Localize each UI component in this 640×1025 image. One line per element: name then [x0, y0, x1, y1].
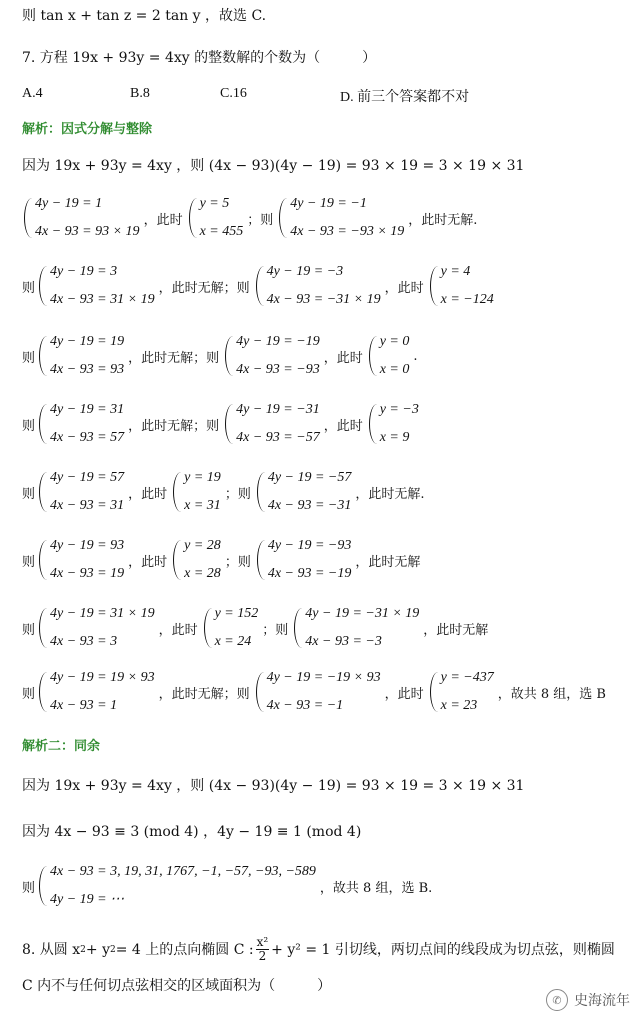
solution-2-system	[22, 864, 436, 908]
solution-1-intro: 因为 19x + 93y = 4xy ，则 (4x − 93)(4y − 19) = 93 × 19 = 3 × 19 × 31	[22, 158, 525, 174]
case-row	[22, 196, 481, 240]
system-c-line-1: 4y − 19 = −31 × 19	[305, 606, 420, 621]
connector-text-3: ，此时无解.	[355, 486, 425, 502]
q8-fraction	[256, 936, 270, 963]
system-b	[267, 670, 381, 714]
system-b-line-1: 4y − 19 = −19 × 93	[266, 670, 381, 685]
system-a-brace	[39, 608, 47, 648]
system-a-brace	[39, 672, 47, 712]
case-row	[22, 334, 422, 378]
connector-text-2: ；则	[262, 622, 289, 638]
q8-part-a: 8. 从圆 x	[22, 941, 81, 958]
system-c-line-1: y = 4	[440, 264, 471, 279]
system-a-brace	[39, 336, 47, 376]
connector-text-2: ；则	[247, 212, 274, 228]
system-c-line-2: 4x − 93 = −19	[267, 566, 352, 581]
system-eq-1: 4x − 93 = 3, 19, 31, 1767, −1, −57, −93, −589	[50, 864, 316, 879]
system-brace	[39, 866, 47, 906]
system-c-line-1: y = −437	[440, 670, 494, 685]
case-row	[22, 402, 419, 446]
system-c	[290, 196, 404, 240]
system-c-brace	[294, 608, 302, 648]
system-a-line-1: 4y − 19 = 31	[50, 402, 125, 417]
system-a	[50, 402, 124, 446]
system-equations	[50, 864, 316, 908]
system-a-line-1: 4y − 19 = 1	[35, 196, 103, 211]
congruence-line: 因为 4x − 93 ≡ 3 (mod 4) ，4y − 19 ≡ 1 (mod 4)	[22, 824, 362, 840]
system-b-line-2: 4x − 93 = −31 × 19	[266, 292, 381, 307]
system-a	[50, 538, 124, 582]
system-a-line-2: 4x − 93 = 19	[50, 566, 125, 581]
system-b-line-1: y = 28	[184, 538, 221, 553]
system-a	[50, 606, 155, 650]
system-a-brace	[39, 472, 47, 512]
system-a-line-2: 4x − 93 = 1	[50, 698, 118, 713]
system-b-brace	[256, 672, 264, 712]
q8-frac-den: 2	[258, 949, 267, 963]
connector-text-3: ，故共 8 组，选 B	[497, 686, 606, 702]
system-c	[441, 264, 494, 308]
connector-text-2: ，此时	[323, 350, 363, 366]
system-eq-2: 4y − 19 = ⋯	[50, 892, 125, 907]
connector-text-2: ；则	[224, 554, 251, 570]
row-prefix: 则	[22, 350, 36, 366]
row-prefix: 则	[22, 622, 36, 638]
system-c-line-2: x = 9	[379, 430, 410, 445]
row-prefix: 则	[22, 486, 36, 502]
system-c	[441, 670, 494, 714]
solution-1-heading: 解析：因式分解与整除	[22, 122, 153, 137]
system-a	[50, 264, 155, 308]
system-b	[200, 196, 244, 240]
system-c	[268, 538, 352, 582]
system-c-line-1: y = −3	[379, 402, 419, 417]
connector-text-1: ，此时无解；则	[158, 280, 250, 296]
option-a: A.4	[22, 86, 43, 101]
system-c-brace	[430, 266, 438, 306]
system-c	[305, 606, 419, 650]
system-b-brace	[189, 198, 197, 238]
system-a	[35, 196, 140, 240]
solution-2-intro: 因为 19x + 93y = 4xy ，则 (4x − 93)(4y − 19) = 93 × 19 = 3 × 19 × 31	[22, 778, 525, 794]
case-row	[22, 606, 492, 650]
system-c-line-1: 4y − 19 = −57	[267, 470, 352, 485]
system-c-line-2: x = 23	[440, 698, 478, 713]
connector-text-1: ，此时	[128, 554, 168, 570]
system-b-line-2: x = 28	[184, 566, 221, 581]
q8-part-c: = 4 上的点向椭圆 C :	[115, 941, 254, 958]
system-c-brace	[430, 672, 438, 712]
system-c-brace	[257, 540, 265, 580]
system-a	[50, 470, 124, 514]
system-c-line-1: 4y − 19 = −1	[290, 196, 367, 211]
system-a-line-2: 4x − 93 = 31	[50, 498, 125, 513]
option-b: B.8	[130, 86, 150, 101]
q8-part-b: + y	[85, 941, 110, 958]
system-c-brace	[369, 336, 377, 376]
system-b-brace	[173, 472, 181, 512]
system-b-line-1: 4y − 19 = −19	[236, 334, 320, 349]
system-a-brace	[39, 540, 47, 580]
system-a-line-1: 4y − 19 = 19	[50, 334, 125, 349]
system-b-line-1: y = 152	[214, 606, 259, 621]
system-a-line-1: 4y − 19 = 57	[50, 470, 125, 485]
system-b-brace	[225, 404, 233, 444]
option-d: D. 前三个答案都不对	[340, 90, 470, 105]
system-b-line-2: x = 31	[184, 498, 221, 513]
system-b-brace	[204, 608, 212, 648]
system-c-line-2: 4x − 93 = −93 × 19	[290, 224, 405, 239]
case-row	[22, 470, 429, 514]
connector-text-1: ，此时无解；则	[128, 350, 220, 366]
system-c	[380, 334, 410, 378]
connector-text-2: ，此时	[384, 686, 424, 702]
system-b	[215, 606, 259, 650]
system-b	[236, 334, 320, 378]
connector-text-2: ，此时	[323, 418, 363, 434]
system-b	[184, 538, 221, 582]
system-a-brace	[39, 404, 47, 444]
system-c-line-2: x = −124	[440, 292, 494, 307]
system-b-brace	[173, 540, 181, 580]
system-c-line-2: 4x − 93 = −31	[267, 498, 352, 513]
connector-text-1: ，此时	[128, 486, 168, 502]
question-8-line-1: 8. 从圆 x 2 + y 2 = 4 上的点向椭圆 C : $\frac{\text{x²}}{2}$ + y² = 1 引切线，两切点间的线段成为切点弦，则椭圆	[22, 935, 615, 963]
system-a	[50, 670, 155, 714]
connector-text-3: .	[413, 348, 418, 364]
system-a-line-1: 4y − 19 = 93	[50, 538, 125, 553]
wechat-icon: ✆	[546, 989, 568, 1011]
question-8-line-2: C 内不与任何切点弦相交的区域面积为（ ）	[22, 978, 332, 994]
system-c	[380, 402, 419, 446]
system-a-line-1: 4y − 19 = 3	[50, 264, 118, 279]
system-b-line-1: 4y − 19 = −31	[236, 402, 320, 417]
system-c-brace	[257, 472, 265, 512]
watermark-text: 史海流年	[574, 993, 630, 1009]
system-b-line-1: y = 5	[199, 196, 230, 211]
system-b-line-1: y = 19	[184, 470, 221, 485]
system-a	[50, 334, 124, 378]
system-b	[267, 264, 381, 308]
system-a-brace	[24, 198, 32, 238]
system-b	[184, 470, 221, 514]
system-c-line-1: y = 0	[379, 334, 410, 349]
question-7-stem: 7. 方程 19x + 93y = 4xy 的整数解的个数为（ ）	[22, 50, 377, 66]
system-b-brace	[256, 266, 264, 306]
system-b	[236, 402, 320, 446]
row-prefix: 则	[22, 280, 36, 296]
system-a-line-2: 4x − 93 = 57	[50, 430, 125, 445]
q8-frac-num: x²	[256, 935, 269, 949]
connector-text-1: ，此时	[143, 212, 183, 228]
case-row	[22, 264, 494, 308]
system-a-line-2: 4x − 93 = 93	[50, 362, 125, 377]
system-c-line-2: x = 0	[379, 362, 410, 377]
row-prefix: 则	[22, 686, 36, 702]
system-c-brace	[369, 404, 377, 444]
system-a-line-2: 4x − 93 = 31 × 19	[50, 292, 155, 307]
case-row	[22, 670, 610, 714]
system-a-line-2: 4x − 93 = 93 × 19	[35, 224, 140, 239]
system-c	[268, 470, 352, 514]
system-c-brace	[279, 198, 287, 238]
system-a-line-1: 4y − 19 = 19 × 93	[50, 670, 155, 685]
connector-text-3: ，此时无解	[355, 554, 421, 570]
system-b-line-2: x = 24	[214, 634, 252, 649]
system-prefix: 则	[22, 880, 36, 896]
row-prefix: 则	[22, 418, 36, 434]
previous-answer-line: 则 tan x + tan z = 2 tan y ，故选 C.	[22, 8, 267, 24]
connector-text-1: ，此时无解；则	[128, 418, 220, 434]
system-b-line-2: 4x − 93 = −93	[236, 362, 320, 377]
connector-text-1: ，此时	[158, 622, 198, 638]
watermark	[546, 989, 630, 1011]
system-b-line-2: 4x − 93 = −57	[236, 430, 320, 445]
system-tail: ，故共 8 组，选 B.	[319, 880, 433, 896]
case-row	[22, 538, 424, 582]
system-a-line-2: 4x − 93 = 3	[50, 634, 118, 649]
system-c-line-2: 4x − 93 = −3	[305, 634, 382, 649]
q8-part-d: + y² = 1 引切线，两切点间的线段成为切点弦，则椭圆	[271, 941, 615, 958]
connector-text-3: ，此时无解	[423, 622, 489, 638]
system-c-line-1: 4y − 19 = −93	[267, 538, 352, 553]
system-a-line-1: 4y − 19 = 31 × 19	[50, 606, 155, 621]
connector-text-3: ，此时无解.	[408, 212, 478, 228]
connector-text-1: ，此时无解；则	[158, 686, 250, 702]
connector-text-2: ；则	[224, 486, 251, 502]
system-a-brace	[39, 266, 47, 306]
system-b-brace	[225, 336, 233, 376]
connector-text-2: ，此时	[384, 280, 424, 296]
option-c: C.16	[220, 86, 247, 101]
row-prefix: 则	[22, 554, 36, 570]
system-b-line-2: x = 455	[199, 224, 244, 239]
solution-2-heading: 解析二：同余	[22, 739, 101, 754]
system-b-line-1: 4y − 19 = −3	[266, 264, 344, 279]
system-b-line-2: 4x − 93 = −1	[266, 698, 344, 713]
